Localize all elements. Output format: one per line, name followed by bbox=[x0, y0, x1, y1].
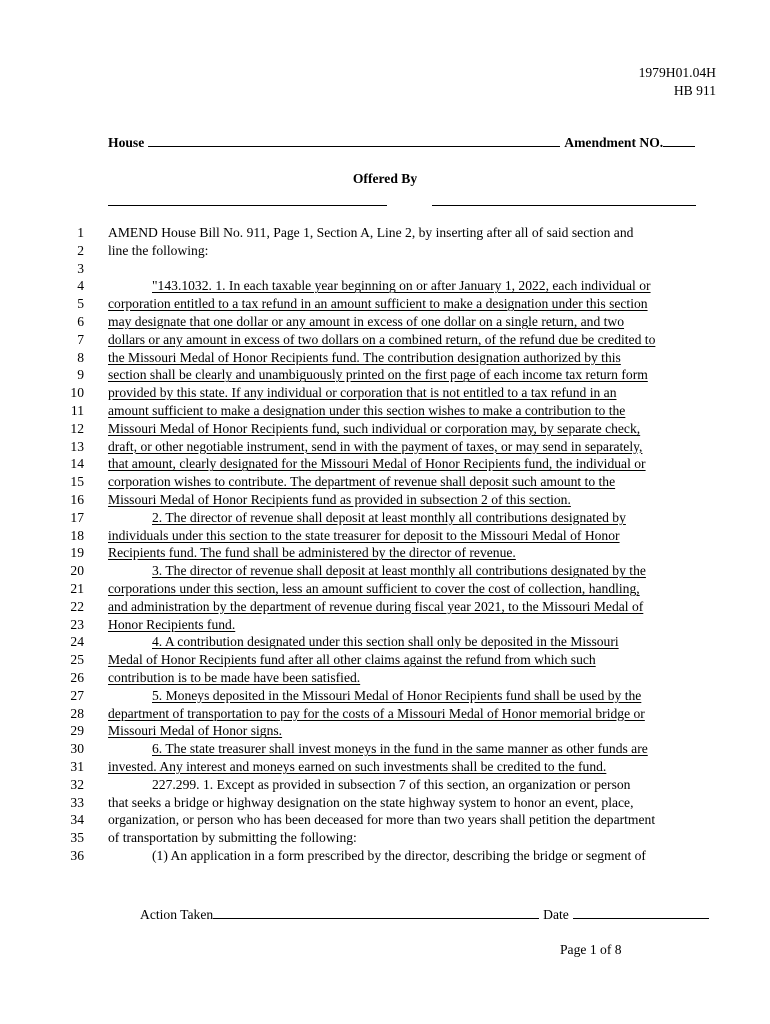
action-taken-label: Action Taken bbox=[140, 907, 214, 922]
document-line bbox=[0, 420, 770, 438]
house-label: House bbox=[108, 135, 145, 150]
document-line bbox=[0, 847, 770, 865]
line-number: 2 bbox=[77, 242, 84, 258]
line-text: department of transportation to pay for the costs of a Missouri Medal of Honor memorial bridge or bbox=[108, 705, 645, 721]
line-text: corporation entitled to a tax refund in an amount sufficient to make a designation under this section bbox=[108, 296, 648, 312]
sponsor-blank-left bbox=[108, 204, 387, 206]
line-text: corporations under this section, less an amount sufficient to cover the cost of collection, handling, bbox=[108, 580, 640, 596]
page-number: Page 1 of 8 bbox=[560, 942, 622, 957]
amendment-label: Amendment NO. bbox=[564, 135, 664, 150]
document-line bbox=[0, 384, 770, 402]
document-line bbox=[0, 705, 770, 723]
line-text: Medal of Honor Recipients fund after all other claims against the refund from which such bbox=[108, 652, 596, 668]
line-number: 16 bbox=[70, 491, 84, 507]
document-line bbox=[0, 313, 770, 331]
amendment-body bbox=[0, 224, 770, 865]
sponsor-blank-right bbox=[432, 204, 696, 206]
line-text: AMEND House Bill No. 911, Page 1, Section A, Line 2, by inserting after all of said section and bbox=[108, 225, 634, 240]
house-amendment-line bbox=[108, 134, 714, 151]
date-blank bbox=[573, 906, 709, 919]
doc-code: 1979H01.04H bbox=[638, 65, 716, 80]
document-line bbox=[0, 722, 770, 740]
document-line bbox=[0, 651, 770, 669]
line-text: 6. The state treasurer shall invest moneys in the fund in the same manner as other funds are bbox=[152, 741, 648, 757]
line-text: Recipients fund. The fund shall be administered by the director of revenue. bbox=[108, 545, 516, 561]
document-line bbox=[0, 527, 770, 545]
house-blank bbox=[148, 134, 560, 147]
line-number: 24 bbox=[70, 634, 84, 650]
line-number: 35 bbox=[70, 830, 84, 846]
document-line bbox=[0, 455, 770, 473]
document-line bbox=[0, 811, 770, 829]
line-number: 17 bbox=[70, 509, 84, 525]
line-number: 33 bbox=[70, 794, 84, 810]
document-id bbox=[639, 64, 716, 100]
line-text: Missouri Medal of Honor signs. bbox=[108, 723, 283, 739]
document-line bbox=[0, 438, 770, 456]
line-number: 28 bbox=[70, 705, 84, 721]
document-line bbox=[0, 402, 770, 420]
line-text: that amount, clearly designated for the Missouri Medal of Honor Recipients fund, the individual or bbox=[108, 456, 646, 472]
line-number: 23 bbox=[70, 616, 84, 632]
document-line bbox=[0, 740, 770, 758]
line-number: 15 bbox=[70, 474, 84, 490]
document-line bbox=[0, 260, 770, 278]
line-number: 29 bbox=[70, 723, 84, 739]
document-line bbox=[0, 491, 770, 509]
line-text: draft, or other negotiable instrument, send in with the payment of taxes, or may send in separately, bbox=[108, 438, 643, 454]
line-number: 7 bbox=[77, 331, 84, 347]
line-number: 9 bbox=[77, 367, 84, 383]
document-line bbox=[0, 687, 770, 705]
line-text: Missouri Medal of Honor Recipients fund as provided in subsection 2 of this section. bbox=[108, 491, 571, 507]
line-number: 6 bbox=[77, 313, 84, 329]
line-text: 2. The director of revenue shall deposit at least monthly all contributions designated by bbox=[152, 509, 626, 525]
line-text: 227.299. 1. Except as provided in subsection 7 of this section, an organization or person bbox=[152, 776, 631, 792]
line-text: the Missouri Medal of Honor Recipients fund. The contribution designation authorized by this bbox=[108, 349, 621, 365]
line-number: 25 bbox=[70, 652, 84, 668]
line-number: 3 bbox=[77, 260, 84, 276]
line-text: Honor Recipients fund. bbox=[108, 616, 236, 632]
line-number: 30 bbox=[70, 741, 84, 757]
line-number: 8 bbox=[77, 349, 84, 365]
line-number: 12 bbox=[70, 420, 84, 436]
line-text: "143.1032. 1. In each taxable year beginning on or after January 1, 2022, each individual or bbox=[152, 278, 651, 294]
line-text: individuals under this section to the state treasurer for deposit to the Missouri Medal of Honor bbox=[108, 527, 620, 543]
line-text: 3. The director of revenue shall deposit at least monthly all contributions designated by the bbox=[152, 563, 646, 579]
document-line bbox=[0, 669, 770, 687]
line-text: Missouri Medal of Honor Recipients fund, such individual or corporation may, by separate check, bbox=[108, 420, 641, 436]
line-text: section shall be clearly and unambiguously printed on the first page of each income tax return form bbox=[108, 367, 648, 383]
line-text: (1) An application in a form prescribed by the director, describing the bridge or segment of bbox=[152, 847, 646, 863]
document-line bbox=[0, 349, 770, 367]
line-text: amount sufficient to make a designation under this section wishes to make a contribution to the bbox=[108, 402, 626, 418]
date-label: Date bbox=[543, 907, 569, 922]
line-number: 19 bbox=[70, 545, 84, 561]
line-text: and administration by the department of revenue during fiscal year 2021, to the Missouri Medal of bbox=[108, 598, 644, 614]
line-number: 13 bbox=[70, 438, 84, 454]
document-line bbox=[0, 295, 770, 313]
line-number: 10 bbox=[70, 385, 84, 401]
line-number: 5 bbox=[77, 296, 84, 312]
document-line bbox=[0, 794, 770, 812]
line-text: may designate that one dollar or any amount in excess of one dollar on a single return, and two bbox=[108, 313, 625, 329]
line-number: 26 bbox=[70, 669, 84, 685]
action-taken-blank bbox=[213, 906, 539, 919]
line-number: 22 bbox=[70, 598, 84, 614]
line-text: organization, or person who has been deceased for more than two years shall petition the department bbox=[108, 812, 656, 828]
document-line bbox=[0, 509, 770, 527]
line-text: contribution is to be made have been satisfied. bbox=[108, 669, 361, 685]
document-line bbox=[0, 776, 770, 794]
document-line bbox=[0, 224, 770, 242]
line-number: 4 bbox=[77, 278, 84, 294]
document-line bbox=[0, 277, 770, 295]
document-line bbox=[0, 758, 770, 776]
action-taken-line bbox=[140, 906, 709, 923]
line-number: 14 bbox=[70, 456, 84, 472]
document-line bbox=[0, 633, 770, 651]
line-number: 1 bbox=[77, 225, 84, 240]
line-text: 4. A contribution designated under this section shall only be deposited in the Missouri bbox=[152, 634, 619, 650]
line-text: dollars or any amount in excess of two dollars on a combined return, of the refund due be credited to bbox=[108, 331, 656, 347]
document-line bbox=[0, 473, 770, 491]
line-text: line the following: bbox=[108, 242, 209, 258]
line-text: invested. Any interest and moneys earned on such investments shall be credited to the fund. bbox=[108, 758, 607, 774]
line-text: that seeks a bridge or highway designation on the state highway system to honor an event, place, bbox=[108, 794, 634, 810]
line-number: 18 bbox=[70, 527, 84, 543]
document-line bbox=[0, 562, 770, 580]
line-text: of transportation by submitting the following: bbox=[108, 830, 357, 846]
bill-number: HB 911 bbox=[673, 83, 716, 98]
document-line bbox=[0, 598, 770, 616]
document-line bbox=[0, 616, 770, 634]
amendment-number-blank bbox=[663, 134, 695, 147]
line-text: provided by this state. If any individual or corporation that is not entitled to a tax refund in an bbox=[108, 385, 617, 401]
line-number: 34 bbox=[70, 812, 84, 828]
line-text: corporation wishes to contribute. The department of revenue shall deposit such amount to the bbox=[108, 474, 616, 490]
offered-by-label: Offered By bbox=[352, 171, 418, 186]
line-number: 11 bbox=[70, 402, 84, 418]
line-number: 21 bbox=[70, 580, 84, 596]
document-line bbox=[0, 366, 770, 384]
document-line bbox=[0, 829, 770, 847]
line-number: 20 bbox=[70, 563, 84, 579]
document-line bbox=[0, 331, 770, 349]
line-number: 27 bbox=[70, 687, 84, 703]
line-number: 32 bbox=[70, 776, 84, 792]
document-line bbox=[0, 580, 770, 598]
line-number: 31 bbox=[70, 758, 84, 774]
line-number: 36 bbox=[70, 847, 84, 863]
document-line bbox=[0, 544, 770, 562]
line-text: 5. Moneys deposited in the Missouri Medal of Honor Recipients fund shall be used by the bbox=[152, 687, 642, 703]
document-line bbox=[0, 242, 770, 260]
